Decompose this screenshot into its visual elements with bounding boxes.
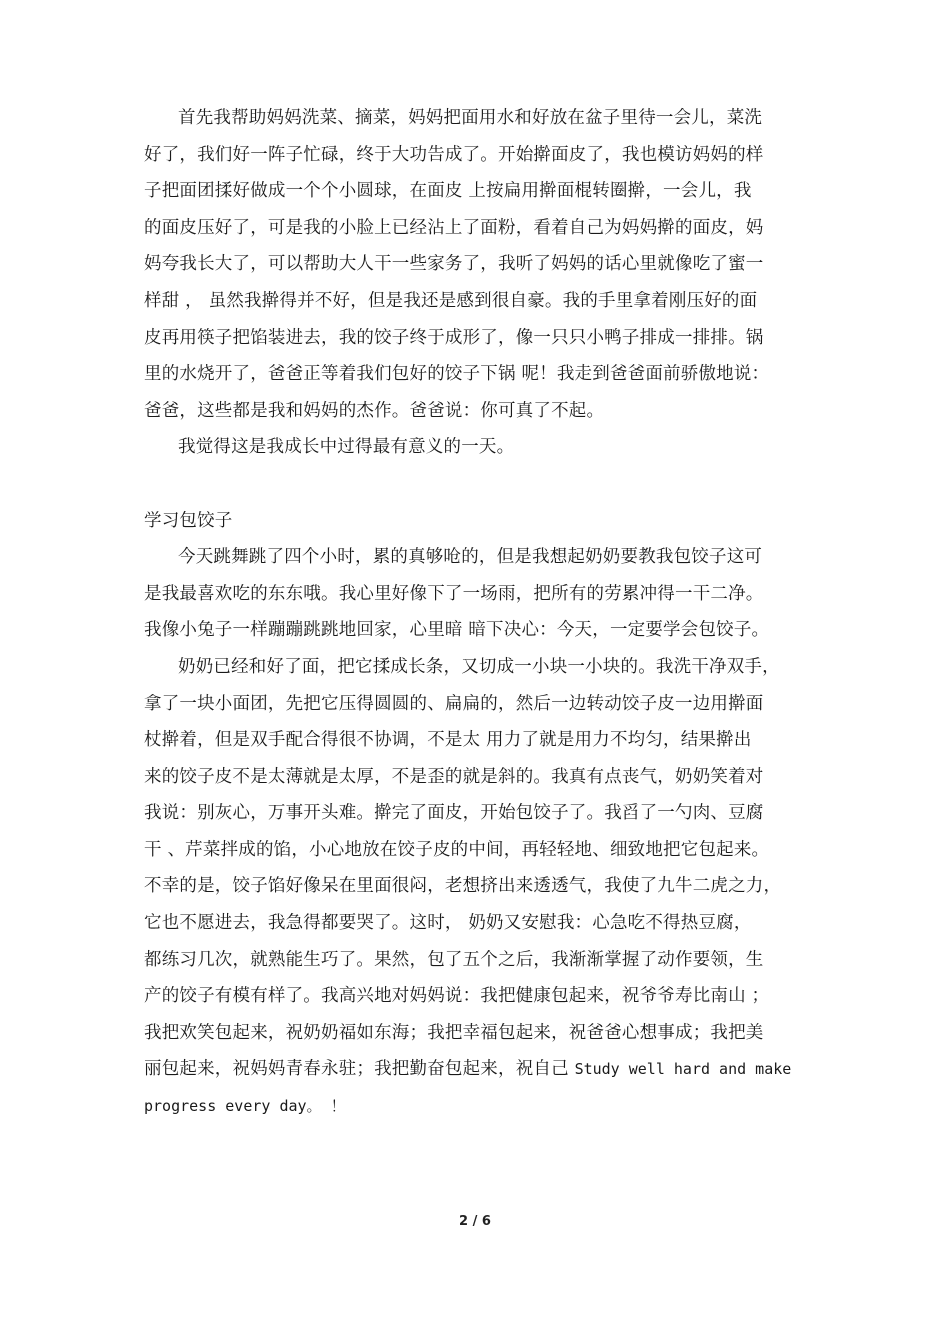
text-line: 妈夸我长大了，可以帮助大人干一些家务了，我听了妈妈的话心里就像吃了蜜一 [144, 254, 764, 275]
text-line: 的面皮压好了，可是我的小脸上已经沾上了面粉，看着自己为妈妈擀的面皮，妈 [144, 217, 764, 238]
english-text-line: progress every day。 ！ [144, 1097, 346, 1116]
text-line: 里的水烧开了，爸爸正等着我们包好的饺子下锅 呢！我走到爸爸面前骄傲地说： [144, 364, 770, 385]
text-line: 杖擀着，但是双手配合得很不协调，不是太 用力了就是用力不均匀，结果擀出 [144, 730, 752, 751]
text-line: 我说：别灰心，万事开头难。擀完了面皮，开始包饺子了。我舀了一勺肉、豆腐 [144, 803, 764, 824]
blank-line [144, 466, 812, 503]
paragraph-3 [144, 539, 812, 649]
text-line: 是我最喜欢吃的东东哦。我心里好像下了一场雨，把所有的劳累冲得一干二净。 [144, 583, 764, 604]
text-line: 子把面团揉好做成一个个小圆球，在面皮 上按扁用擀面棍转圈擀，一会儿，我 [144, 181, 752, 202]
text-line: 首先我帮助妈妈洗菜、摘菜，妈妈把面用水和好放在盆子里待一会儿，菜洗 [178, 108, 763, 128]
text-line: 好了，我们好一阵子忙碌，终于大功告成了。开始擀面皮了，我也模访妈妈的样 [144, 144, 764, 165]
text-line: 我觉得这是我成长中过得最有意义的一天。 [178, 437, 515, 458]
text-line: 它也不愿进去，我急得都要哭了。这时， 奶奶又安慰我：心急吃不得热豆腐， [144, 913, 752, 934]
text-line: 我把欢笑包起来，祝奶奶福如东海；我把幸福包起来，祝爸爸心想事成；我把美 [144, 1022, 764, 1043]
text-line: 今天跳舞跳了四个小时，累的真够呛的，但是我想起奶奶要教我包饺子这可 [178, 547, 763, 568]
text-segment: 丽包起来，祝妈妈青春永驻；我把勤奋包起来，祝自己 [144, 1059, 575, 1080]
text-line: 干 、芹菜拌成的馅，小心地放在饺子皮的中间，再轻轻地、细致地把它包起来。 [144, 839, 770, 860]
text-line: 产的饺子有模有样了。我高兴地对妈妈说：我把健康包起来，祝爷爷寿比南山 ； [144, 986, 770, 1007]
paragraph-4 [144, 649, 812, 1125]
text-line: 拿了一块小面团，先把它压得圆圆的、扁扁的，然后一边转动饺子皮一边用擀面 [144, 693, 764, 714]
section-title: 学习包饺子 [144, 510, 233, 531]
text-line [144, 1051, 812, 1088]
text-line: 样甜 ， 虽然我擀得并不好，但是我还是感到很自豪。我的手里拿着刚压好的面 [144, 290, 758, 311]
text-line: 我像小兔子一样蹦蹦跳跳地回家，心里暗 暗下决心：今天，一定要学会包饺子。 [144, 620, 770, 641]
text-line: 不幸的是，饺子馅好像呆在里面很闷，老想挤出来透透气，我使了九牛二虎之力， [144, 876, 782, 897]
text-line: 来的饺子皮不是太薄就是太厚，不是歪的就是斜的。我真有点丧气，奶奶笑着对 [144, 766, 764, 787]
paragraph-1 [144, 100, 812, 429]
paragraph-2 [144, 429, 812, 466]
page-number: 2 / 6 [459, 1214, 491, 1229]
text-line: 爸爸，这些都是我和妈妈的杰作。爸爸说：你可真了不起。 [144, 400, 605, 421]
text-line: 奶奶已经和好了面，把它揉成长条，又切成一小块一小块的。我洗干净双手， [178, 656, 780, 677]
text-line: 皮再用筷子把馅装进去，我的饺子终于成形了，像一只只小鸭子排成一排排。锅 [144, 327, 764, 348]
english-text: Study well hard and make [574, 1060, 792, 1079]
text-line: 都练习几次，就熟能生巧了。果然，包了五个之后，我渐渐掌握了动作要领，生 [144, 949, 764, 970]
document-body [144, 100, 812, 1125]
